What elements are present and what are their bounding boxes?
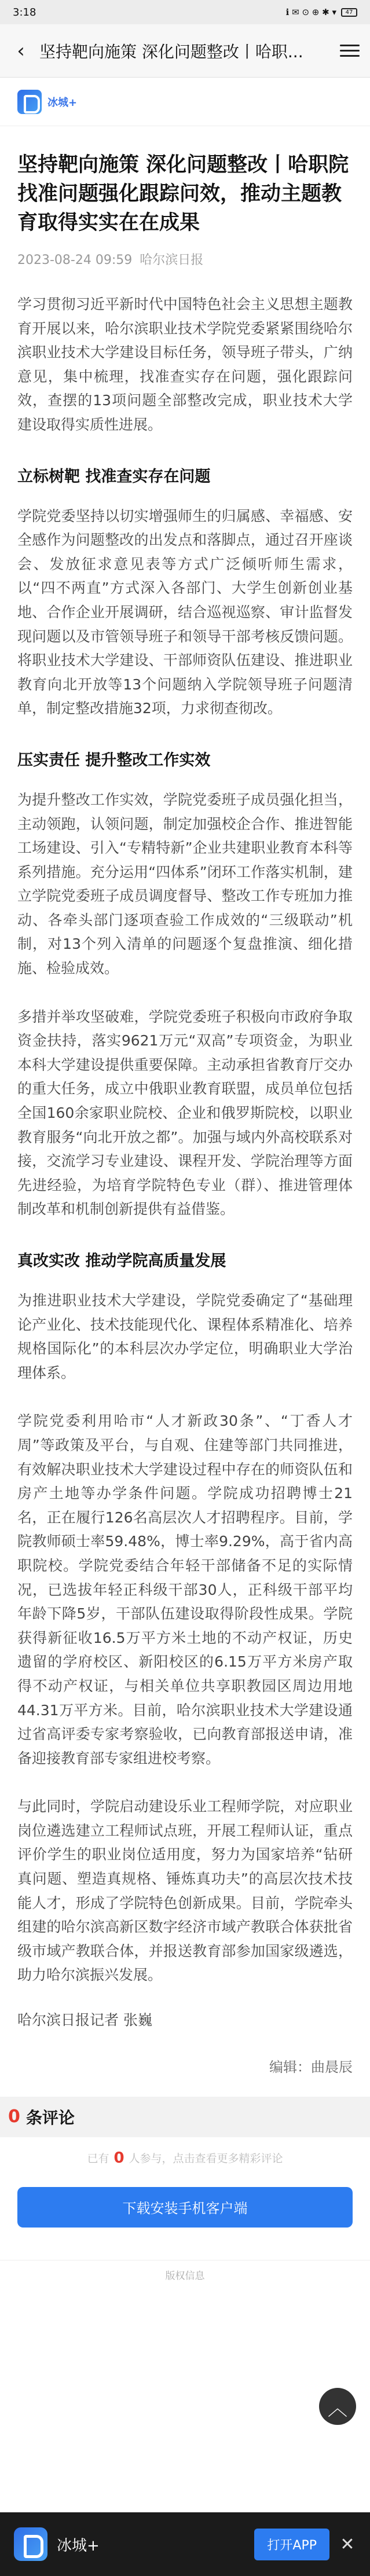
app-logo-icon: [14, 2527, 47, 2561]
comments-header: [0, 2097, 370, 2137]
battery-icon: 47: [341, 8, 357, 17]
article-paragraph: 与此同时，学院启动建设乐业工程师学院，对应职业岗位遴选建立工程师试点班，开展工程师认证，重点评价学生的职业岗位适用度，努力为国家培养“钻研真问题、塑造真规格、锤炼真功夫”的高层次技术技能人才，形成了学院特色创新成果。目前，学院牵头组建的哈尔滨高新区数字经济市域产教联合体获批省级市域产教联合体，并报送教育部参加国家级遴选，助力哈尔滨振兴发展。: [17, 1798, 353, 1984]
brand-logo[interactable]: [17, 90, 77, 114]
article-reporter: 哈尔滨日报记者 张巍: [17, 2012, 152, 2029]
brand-name: 冰城+: [47, 96, 78, 109]
menu-icon[interactable]: [340, 45, 360, 57]
article-headline: 坚持靶向施策 深化问题整改丨哈职院找准问题强化跟踪问效，推动主题教育取得实实在在成果: [17, 153, 349, 234]
status-bar: [0, 0, 370, 24]
status-glyphs: ℹ ✉ ⊙ ⊕ ✱ ▾: [285, 7, 336, 17]
comment-note-prefix: 已有: [87, 2152, 109, 2166]
article-meta: [17, 250, 353, 268]
article-paragraph: 为提升整改工作实效，学院党委班子成员强化担当，主动领跑，认领问题，制定加强校企合作、推进智能工场建设、引入“专精特新”企业共建职业教育本科等系列措施。充分运用“四体系”闭环工作落实机制，建立学院党委班子成员调度督导、整改工作专班加力推动、各牵头部门逐项查验工作成效的“三级联动”机制，对13个列入清单的问题逐个复盘推演、细化措施、检验成效。: [17, 791, 353, 977]
brand-bar: [0, 78, 370, 126]
comment-note-count: 0: [113, 2149, 124, 2167]
page-title: 坚持靶向施策 深化问题整改丨哈职...: [39, 42, 303, 61]
brand-logo-icon: [17, 90, 42, 114]
download-app-button[interactable]: 下载安装手机客户端: [17, 2187, 353, 2228]
scroll-top-icon[interactable]: ︿: [319, 2388, 356, 2425]
section-heading: 立标树靶 找准查实存在问题: [17, 467, 211, 486]
article-paragraph: 多措并举攻坚破难，学院党委班子积极向市政府争取资金扶持，落实9621万元“双高”专项资金，为职业本科大学建设提供重要保障。主动承担省教育厅交办的重大任务，成立中俄职业教育联盟，成员单位包括全国160余家职业院校、企业和俄罗斯院校，以职业教育服务“向北开放之都”。加强与域内外高校联系对接，交流学习专业建设、课程开发、学院治理等方面先进经验，为培育学院特色专业（群）、推进管理体制改革和机制创新提供有益借鉴。: [17, 1008, 353, 1218]
status-time: 3:18: [13, 6, 36, 19]
article-source: 哈尔滨日报: [140, 253, 204, 267]
status-icons: [286, 7, 357, 17]
app-name: 冰城+: [57, 2537, 100, 2555]
article-date: 2023-08-24 09:59: [17, 253, 133, 267]
section-heading: 真改实改 推动学院高质量发展: [17, 1252, 226, 1270]
article-paragraph: 学院党委坚持以切实增强师生的归属感、幸福感、安全感作为问题整改的出发点和落脚点，通过召开座谈会、发放征求意见表等方式广泛倾听师生需求，以“四不两直”方式深入各部门、大学生创新创业基地、合作企业开展调研，结合巡视巡察、审计监督发现问题以及市管领导班子和领导干部考核反馈问题。将职业技术大学建设、干部师资队伍建设、推进职业教育向北开放等13个问题纳入学院领导班子问题清单，制定整改措施32项，力求彻查彻改。: [17, 507, 353, 717]
close-icon[interactable]: ✕: [340, 2534, 355, 2555]
article-intro: 学习贯彻习近平新时代中国特色社会主义思想主题教育开展以来，哈尔滨职业技术学院党委紧紧围绕哈尔滨职业技术大学建设目标任务，领导班子带头，广纳意见，集中梳理，找准查实存在问题，强化跟踪问效，查摆的13项问题全部整改完成，职业技术大学建设取得实质性进展。: [17, 296, 353, 433]
open-app-button[interactable]: 打开APP: [254, 2529, 329, 2560]
section-heading: 压实责任 提升整改工作实效: [17, 751, 211, 769]
copyright-link[interactable]: 版权信息: [0, 2260, 370, 2289]
title-bar: [0, 24, 370, 78]
article: [0, 126, 370, 2076]
app-download-bar: [0, 2512, 370, 2576]
back-icon[interactable]: ‹: [17, 39, 25, 63]
article-paragraph: 学院党委利用哈市“人才新政30条”、“丁香人才周”等政策及平台，与自观、住建等部门共同推进，有效解决职业技术大学建设过程中存在的师资队伍和房产土地等办学条件问题。学院成功招聘博士21名，正在履行126名高层次人才招聘程序。目前，学院教师硕士率59.48%，博士率9.29%，高于省内高职院校。学院党委结合年轻干部储备不足的实际情况，已选拔年轻正科级干部30人，正科级干部平均年龄下降5岁，干部队伍建设取得阶段性成果。学院获得新征收16.5万平方米土地的不动产权证，历史遗留的学府校区、新阳校区的6.15万平方米房产取得不动产权证，与相关单位共享职教园区周边用地44.31万平方米。目前，哈尔滨职业技术大学建设通过省高评委专家考察验收，已向教育部报送申请，准备迎接教育部专家组进校考察。: [17, 1412, 353, 1767]
comment-note[interactable]: [0, 2137, 370, 2179]
comment-note-suffix: 人参与，点击查看更多精彩评论: [129, 2152, 283, 2166]
article-editor: 编辑：曲晨辰: [269, 2058, 353, 2075]
comment-count: 0: [8, 2107, 20, 2127]
comment-label: 条评论: [25, 2108, 75, 2127]
article-paragraph: 为推进职业技术大学建设，学院党委确定了“基础理论产业化、技术技能现代化、课程体系精准化、培养规格国际化”的本科层次办学定位，明确职业大学治理体系。: [17, 1292, 353, 1381]
